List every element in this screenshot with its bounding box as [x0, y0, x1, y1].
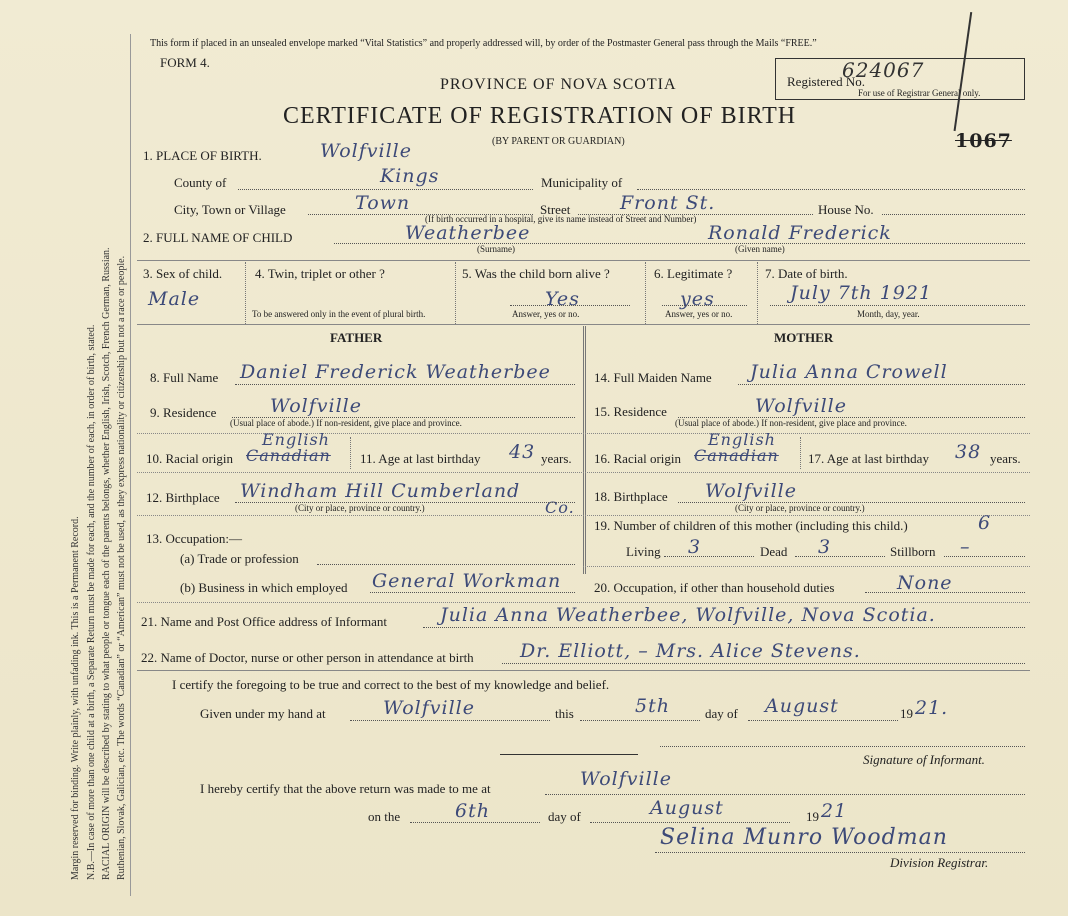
- province-title: PROVINCE OF NOVA SCOTIA: [440, 76, 677, 93]
- children-value: 6: [978, 512, 992, 534]
- margin-note-4: Ruthenian, Slovak, Galician, etc. The words “Canadian” or “American” must not be used, as they express nationality or citizenship but not a race or people.: [116, 255, 127, 880]
- county-value: Kings: [380, 165, 440, 187]
- trade-label: (a) Trade or profession: [180, 551, 299, 566]
- twin-note: To be answered only in the event of plural birth.: [252, 309, 426, 319]
- father-years: years.: [541, 451, 572, 466]
- registered-label: Registered No.: [787, 74, 865, 89]
- father-residence-label: 9. Residence: [150, 405, 217, 420]
- dead-value: 3: [818, 536, 832, 558]
- registrar-statement: I hereby certify that the above return was made to me at: [200, 781, 491, 796]
- father-heading: FATHER: [330, 330, 383, 345]
- alive-label: 5. Was the child born alive ?: [462, 266, 610, 281]
- alive-note: Answer, yes or no.: [512, 309, 580, 319]
- surname-label: (Surname): [477, 244, 515, 254]
- given-label: Given under my hand at: [200, 706, 326, 721]
- margin-note-2: N.B.—In case of more than one child at a birth, a Separate Return must be made for each, and the number of each, in order of birth, stated.: [86, 324, 97, 880]
- registrar-on-the-label: on the: [368, 809, 401, 824]
- mother-racial-struck: Canadian: [694, 446, 779, 465]
- father-age-value: 43: [509, 441, 536, 463]
- informant-value: Julia Anna Weatherbee, Wolfville, Nova Scotia.: [440, 604, 936, 626]
- registrar-year: 21: [821, 800, 848, 822]
- given-day: 5th: [635, 695, 670, 717]
- father-residence-value: Wolfville: [270, 395, 362, 417]
- legitimate-label: 6. Legitimate ?: [654, 266, 733, 281]
- father-residence-note: (Usual place of abode.) If non-resident, give place and province.: [230, 418, 462, 428]
- postal-notice: This form if placed in an unsealed envelope marked “Vital Statistics” and properly addressed will, by order of the Postmaster General pass through the Mails “FREE.”: [150, 38, 817, 49]
- stillborn-value: –: [960, 536, 971, 558]
- mother-birthplace-note: (City or place, province or country.): [735, 503, 865, 513]
- child-given-name: Ronald Frederick: [708, 222, 892, 244]
- mother-name-value: Julia Anna Crowell: [750, 361, 948, 383]
- father-name-label: 8. Full Name: [150, 370, 219, 385]
- father-birthplace-value: Windham Hill Cumberland: [240, 480, 521, 502]
- informant-label: 21. Name and Post Office address of Informant: [141, 614, 387, 629]
- given-month: August: [765, 695, 839, 717]
- alive-value: Yes: [545, 288, 580, 310]
- mother-years: years.: [990, 451, 1021, 466]
- margin-note-3: RACIAL ORIGIN will be described by stating to what people or tongue each of the parents belongs, whether English, Irish, Scotch, French German, Russian.: [101, 247, 112, 880]
- father-birthplace-label: 12. Birthplace: [146, 490, 220, 505]
- street-label: Street: [540, 202, 571, 217]
- given-name-label: (Given name): [735, 244, 785, 254]
- form-number: FORM 4.: [160, 55, 210, 70]
- registrar-year-prefix: 19: [806, 809, 819, 824]
- house-label: House No.: [818, 202, 874, 217]
- certify-statement: I certify the foregoing to be true and correct to the best of my knowledge and belief.: [172, 677, 610, 692]
- living-value: 3: [688, 536, 702, 558]
- given-year: 21.: [915, 697, 949, 719]
- registrar-signature: Selina Munro Woodman: [660, 825, 948, 850]
- father-birthplace-value2: Co.: [545, 498, 575, 517]
- certificate-subtitle: (BY PARENT OR GUARDIAN): [492, 136, 625, 147]
- city-value: Town: [355, 192, 411, 214]
- binding-margin-line: [130, 34, 132, 896]
- place-of-birth-value: Wolfville: [320, 140, 412, 162]
- mother-heading: MOTHER: [774, 330, 834, 345]
- father-racial-struck: Canadian: [246, 446, 331, 465]
- margin-note-1: Margin reserved for binding. Write plainly, with unfading ink. This is a Permanent Record.: [70, 516, 81, 880]
- mother-racial-value: English: [708, 430, 776, 449]
- registrar-place: Wolfville: [580, 768, 672, 790]
- given-year-prefix: 19: [900, 706, 913, 721]
- mother-birthplace-label: 18. Birthplace: [594, 489, 668, 504]
- father-racial-label: 10. Racial origin: [146, 451, 234, 466]
- mother-residence-label: 15. Residence: [594, 404, 667, 419]
- father-age-label: 11. Age at last birthday: [360, 451, 481, 466]
- given-dayof-label: day of: [705, 706, 738, 721]
- mother-name-label: 14. Full Maiden Name: [594, 370, 712, 385]
- registrar-day: 6th: [455, 800, 490, 822]
- children-label: 19. Number of children of this mother (including this child.): [594, 518, 908, 533]
- father-racial-value: English: [262, 430, 330, 449]
- doctor-label: 22. Name of Doctor, nurse or other person in attendance at birth: [141, 650, 474, 665]
- mother-racial-label: 16. Racial origin: [594, 451, 682, 466]
- dob-note: Month, day, year.: [857, 309, 920, 319]
- this-label: this: [555, 706, 574, 721]
- registrar-dayof-label: day of: [548, 809, 581, 824]
- hospital-note: (If birth occurred in a hospital, give its name instead of Street and Number): [425, 214, 697, 224]
- municipality-label: Municipality of: [541, 175, 623, 190]
- struck-number: 1067: [955, 130, 1012, 152]
- certificate-title: CERTIFICATE OF REGISTRATION OF BIRTH: [283, 103, 797, 129]
- mother-age-label: 17. Age at last birthday: [808, 451, 929, 466]
- child-surname: Weatherbee: [405, 222, 531, 244]
- living-label: Living: [626, 544, 661, 559]
- county-label: County of: [174, 175, 227, 190]
- business-label: (b) Business in which employed: [180, 580, 348, 595]
- child-name-label: 2. FULL NAME OF CHILD: [143, 230, 293, 245]
- mother-age-value: 38: [955, 441, 982, 463]
- mother-residence-value: Wolfville: [755, 395, 847, 417]
- mother-residence-note: (Usual place of abode.) If non-resident, give place and province.: [675, 418, 907, 428]
- business-value: General Workman: [372, 570, 562, 592]
- sex-value: Male: [148, 288, 201, 310]
- father-birthplace-note: (City or place, province or country.): [295, 503, 425, 513]
- place-of-birth-label: 1. PLACE OF BIRTH.: [143, 148, 262, 163]
- legitimate-value: yes: [680, 288, 715, 310]
- dob-value: July 7th 1921: [790, 282, 933, 304]
- city-label: City, Town or Village: [174, 202, 286, 217]
- stillborn-label: Stillborn: [890, 544, 936, 559]
- registered-number: 624067: [842, 58, 925, 82]
- father-name-value: Daniel Frederick Weatherbee: [240, 361, 551, 383]
- registrar-month: August: [650, 797, 724, 819]
- dead-label: Dead: [760, 544, 788, 559]
- informant-signature-label: Signature of Informant.: [863, 752, 985, 767]
- twin-label: 4. Twin, triplet or other ?: [255, 266, 385, 281]
- sex-label: 3. Sex of child.: [143, 266, 223, 281]
- mother-occupation-value: None: [897, 572, 953, 594]
- dob-label: 7. Date of birth.: [765, 266, 848, 281]
- registrar-note: For use of Registrar General only.: [858, 88, 981, 98]
- occupation-label: 13. Occupation:—: [146, 531, 243, 546]
- street-value: Front St.: [620, 192, 716, 214]
- legitimate-note: Answer, yes or no.: [665, 309, 733, 319]
- doctor-value: Dr. Elliott, – Mrs. Alice Stevens.: [520, 640, 861, 662]
- mother-birthplace-value: Wolfville: [705, 480, 797, 502]
- given-place: Wolfville: [383, 697, 475, 719]
- registrar-title: Division Registrar.: [890, 855, 989, 870]
- mother-occupation-label: 20. Occupation, if other than household duties: [594, 580, 835, 595]
